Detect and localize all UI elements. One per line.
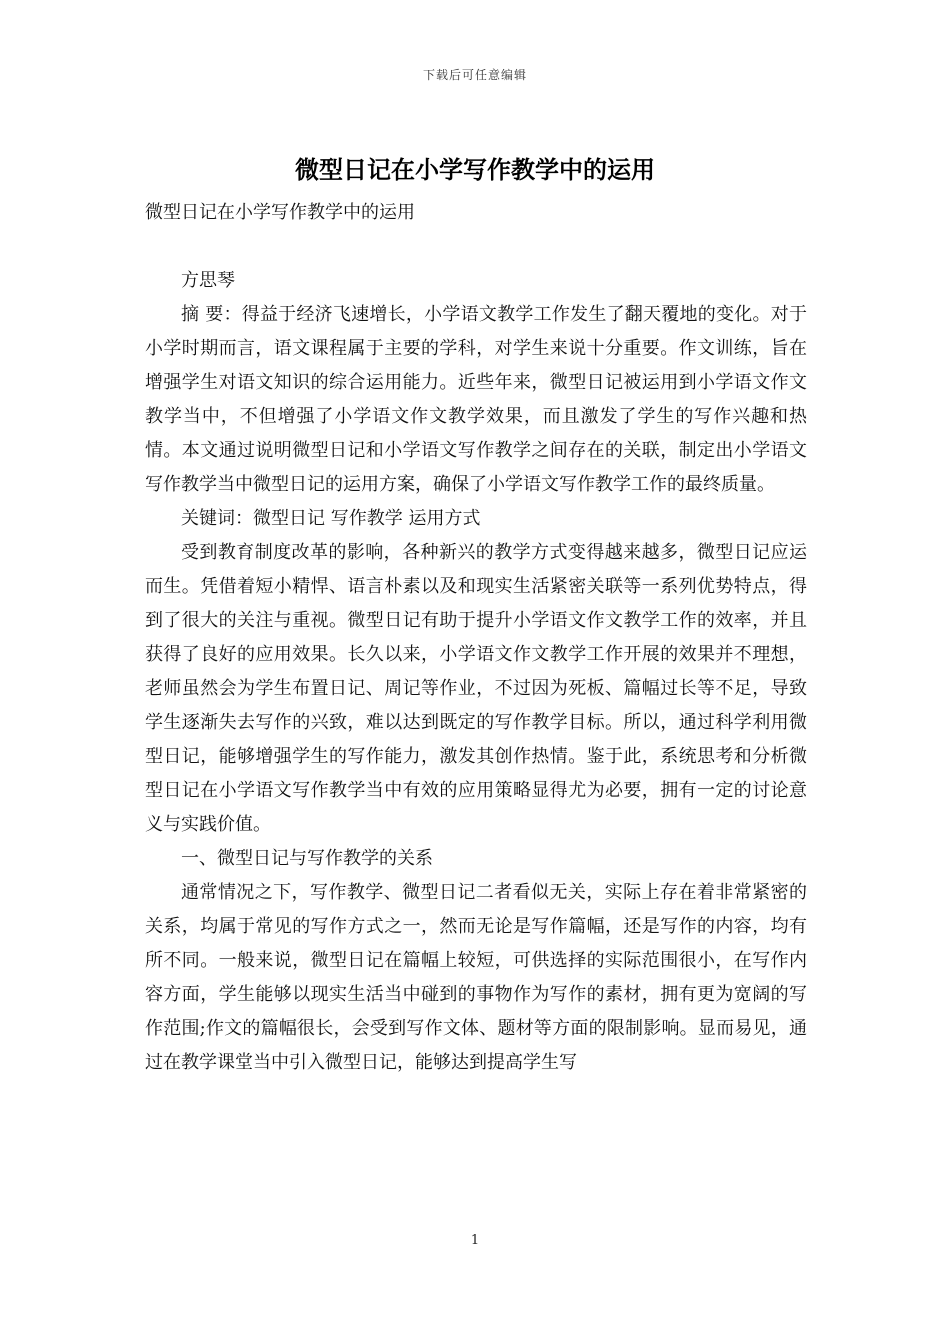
blank-line bbox=[145, 230, 807, 264]
document-title: 微型日记在小学写作教学中的运用 bbox=[295, 156, 655, 184]
header-note: 下载后可任意编辑 bbox=[422, 68, 527, 82]
section-paragraph: 通常情况之下，写作教学、微型日记二者看似无关，实际上存在着非常紧密的关系，均属于常见的写作方式之一，然而无论是写作篇幅，还是写作的内容，均有所不同。一般来说，微型日记在篇幅上较短，可供选择的实际范围很小，在写作内容方面，学生能够以现实生活当中碰到的事物作为写作的素材，拥有更为宽阔的写作范围;作文的篇幅很长，会受到写作文体、题材等方面的限制影响。显而易见，通过在教学课堂当中引入微型日记，能够达到提高学生写 bbox=[145, 882, 807, 1073]
intro-paragraph: 受到教育制度改革的影响，各种新兴的教学方式变得越来越多，微型日记应运而生。凭借着短小精悍、语言朴素以及和现实生活紧密关联等一系列优势特点，得到了很大的关注与重视。微型日记有助于提升小学语文作文教学工作的效率，并且获得了良好的应用效果。长久以来，小学语文作文教学工作开展的效果并不理想，老师虽然会为学生布置日记、周记等作业，不过因为死板、篇幅过长等不足，导致学生逐渐失去写作的兴致，难以达到既定的写作教学目标。所以，通过科学利用微型日记，能够增强学生的写作能力，激发其创作热情。鉴于此，系统思考和分析微型日记在小学语文写作教学当中有效的应用策略显得尤为必要，拥有一定的讨论意义与实践价值。 bbox=[145, 542, 807, 835]
abstract-paragraph: 摘 要：得益于经济飞速增长，小学语文教学工作发生了翻天覆地的变化。对于小学时期而言，语文课程属于主要的学科，对学生来说十分重要。作文训练，旨在增强学生对语文知识的综合运用能力。近些年来，微型日记被运用到小学语文作文教学当中，不但增强了小学语文作文教学效果，而且激发了学生的写作兴趣和热情。本文通过说明微型日记和小学语文写作教学之间存在的关联，制定出小学语文写作教学当中微型日记的运用方案，确保了小学语文写作教学工作的最终质量。 bbox=[145, 304, 807, 495]
keywords-line: 关键词：微型日记 写作教学 运用方式 bbox=[181, 508, 481, 529]
document-body bbox=[145, 196, 807, 1080]
document-subtitle: 微型日记在小学写作教学中的运用 bbox=[145, 202, 415, 223]
page-number: 1 bbox=[470, 1233, 480, 1248]
author-name: 方思琴 bbox=[181, 270, 235, 291]
section-heading: 一、微型日记与写作教学的关系 bbox=[181, 848, 433, 869]
